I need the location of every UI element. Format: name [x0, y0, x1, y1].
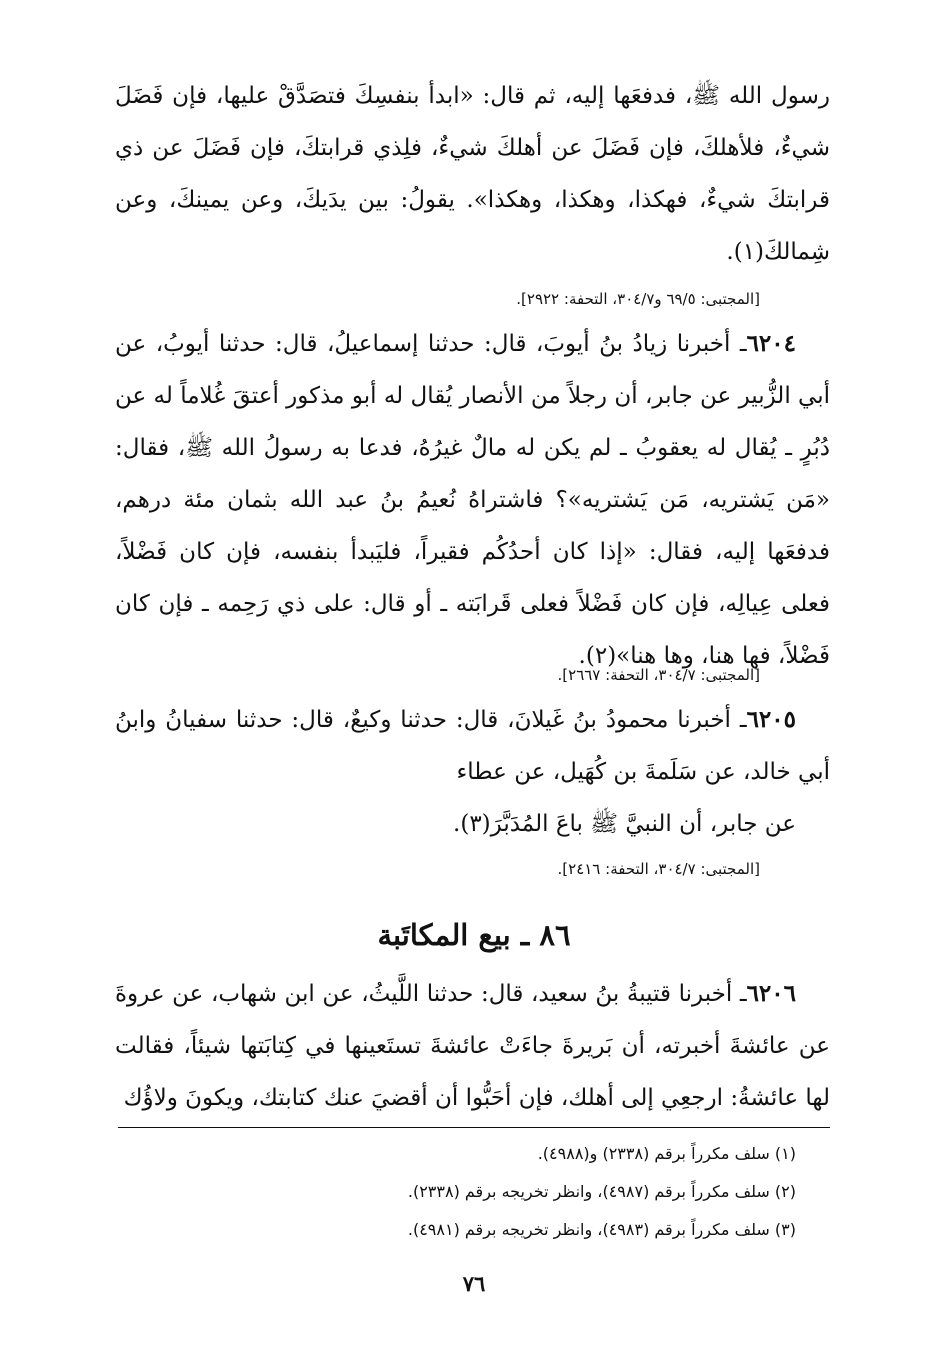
hadith-number: ٦٢٠٤	[746, 330, 796, 357]
hadith-paragraph	[115, 694, 830, 798]
page-number: ٧٦	[462, 1271, 486, 1296]
reference-text: [المجتبى: ٣٠٤/٧، التحفة: ٢٤١٦].	[557, 860, 760, 878]
hadith-paragraph	[115, 318, 830, 682]
footnotes	[116, 1135, 796, 1249]
hadith-6204	[115, 318, 830, 682]
hadith-text: ـ أخبرنا زيادُ بنُ أيوبَ، قال: حدثنا إسماعيلُ، قال: حدثنا أيوبُ، عن أبي الزُّبير عن جابر، أن رجلاً من الأنصار يُقال له أبو مذكور أعتقَ غُلاماً له عن دُبُرٍ ـ يُقال له يعقوبُ ـ لم يكن له مالٌ غيرُهُ، فدعا به رسولُ الله ﷺ، فقال: «مَن يَشتريه، مَن يَشتريه»؟ فاشتراهُ نُعيمُ بنُ عبد الله بثمان مئة درهم، فدفعَها إليه، فقال: «إذا كان أحدُكُم فقيراً، فليَبدأ بنفسه، فإن كان فَضْلاً، فعلى عِيالِه، فإن كان فَضْلاً فعلى قَرابَته ـ أو قال: على ذي رَحِمه ـ فإن كان فَضْلاً، فها هنا، وها هنا»(٢).	[115, 331, 830, 669]
hadith-paragraph	[115, 968, 830, 1124]
hadith-line: عن جابر، أن النبيَّ ﷺ باعَ المُدَبَّرَ(٣).	[453, 811, 796, 837]
reference-text: [المجتبى: ٦٩/٥ و٣٠٤/٧، التحفة: ٢٩٢٢].	[516, 290, 760, 308]
footnote-divider	[118, 1127, 830, 1128]
footnote-1: (١) سلف مكرراً برقم (٢٣٣٨) و(٤٩٨٨).	[537, 1144, 796, 1163]
hadith-number: ٦٢٠٥	[746, 706, 796, 733]
footnote-3: (٣) سلف مكرراً برقم (٤٩٨٣)، وانظر تخريجه برقم (٤٩٨١).	[407, 1220, 796, 1239]
hadith-6205	[115, 694, 830, 850]
hadith-text: ـ أخبرنا محمودُ بنُ غَيلانَ، قال: حدثنا وكيعٌ، قال: حدثنا سفيانُ وابنُ أبي خالد، عن سَلَمةَ بن كُهَيل، عن عطاء	[115, 707, 830, 785]
hadith-number: ٦٢٠٦	[746, 980, 796, 1007]
continuation-text: رسول الله ﷺ، فدفعَها إليه، ثم قال: «ابدأ بنفسِكَ فتصَدَّقْ عليها، فإن فَضَلَ شيءٌ، فلأهلكَ، فإن فَضَلَ عن أهلكَ شيءٌ، فلِذي قرابتكَ، فإن فَضَلَ عن ذي قرابتكَ شيءٌ، فهكذا، وهكذا، وهكذا». يقولُ: بين يدَيكَ، وعن يمينكَ، وعن شِمالكَ(١).	[115, 83, 830, 265]
reference-6205	[115, 858, 830, 880]
reference-6203	[115, 288, 830, 310]
hadith-continuation	[115, 70, 830, 278]
reference-6204	[115, 664, 830, 686]
section-heading: ٨٦ ـ بيع المكاتَبة	[377, 918, 571, 952]
hadith-6206	[115, 968, 830, 1124]
footnote-2: (٢) سلف مكرراً برقم (٤٩٨٧)، وانظر تخريجه برقم (٢٣٣٨).	[407, 1182, 796, 1201]
reference-text: [المجتبى: ٣٠٤/٧، التحفة: ٢٦٦٧].	[557, 666, 760, 684]
hadith-text: ـ أخبرنا قتيبةُ بنُ سعيد، قال: حدثنا اللَّيثُ، عن ابن شهاب، عن عروةَ عن عائشةَ أخبرته، أن بَريرةَ جاءَتْ عائشةَ تستَعينها في كِتابَتها شيئاً، فقالت لها عائشةُ: ارجعِي إلى أهلك، فإن أحَبُّوا أن أقضيَ عنك كتابتك، ويكونَ ولاؤُك	[115, 981, 830, 1111]
